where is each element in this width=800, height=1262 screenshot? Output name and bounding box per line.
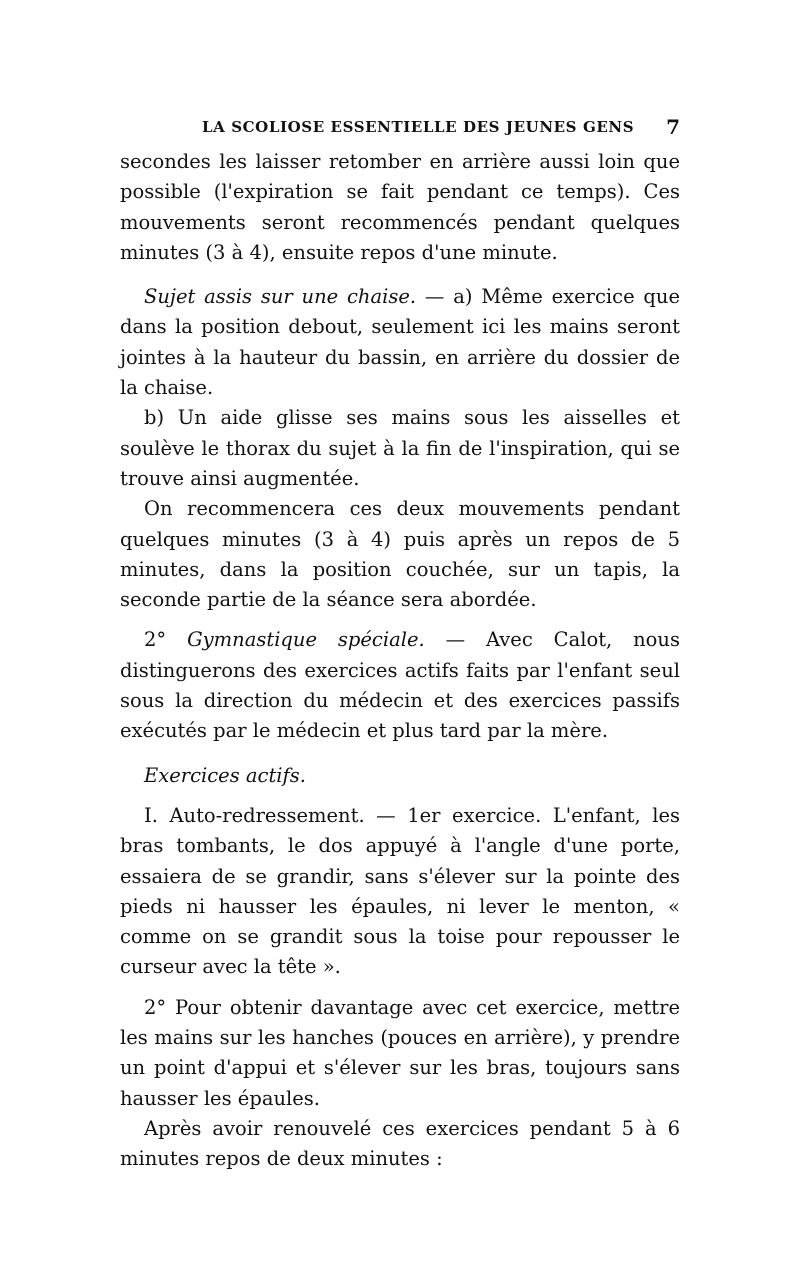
- running-title: LA SCOLIOSE ESSENTIELLE DES JEUNES GENS: [202, 118, 635, 136]
- section-number: 2°: [144, 628, 167, 652]
- paragraph-assistant: b) Un aide glisse ses mains sous les aisselles et soulève le thorax du sujet à la fin de l'inspiration, qui se trouve ainsi augmentée.: [120, 406, 680, 490]
- paragraph-rest: Après avoir renouvelé ces exercices pendant 5 à 6 minutes repos de deux minutes :: [120, 1116, 680, 1171]
- paragraph-self-straightening: I. Auto-redressement. — 1er exercice. L'enfant, les bras tombants, le dos appuyé à l'angle d'une porte, essaiera de se grandir, sans s'élever sur la pointe des pieds ni hausser les épaules, ni lever le menton, « comme on se grandit sous la toise pour repousser le curseur avec la tête ».: [120, 803, 680, 979]
- section-lead-special: Gymnastique spéciale.: [187, 628, 425, 652]
- subheading-active-exercises: Exercices actifs.: [144, 763, 306, 787]
- body-text: [120, 147, 680, 1175]
- page-header: [120, 115, 680, 143]
- paragraph-continuation: secondes les laisser retomber en arrière aussi loin que possible (l'expiration se fait pendant ce temps). Ces mouvements seront recommencés pendant quelques minutes (3 à 4), ensuite repos d'une minute.: [120, 150, 680, 264]
- paragraph-special-gymnastics: [120, 625, 680, 746]
- paragraph-repeat: On recommencera ces deux mouvements pendant quelques minutes (3 à 4) puis après un repos de 5 minutes, dans la position couchée, sur un tapis, la seconde partie de la séance sera abordée.: [120, 497, 680, 612]
- paragraph-seated: [120, 282, 680, 403]
- paragraph-second-exercise: 2° Pour obtenir davantage avec cet exercice, mettre les mains sur les hanches (pouces en arrière), y prendre un point d'appui et s'élever sur les bras, toujours sans hausser les épaules.: [120, 995, 680, 1110]
- section-lead-seated: Sujet assis sur une chaise.: [144, 285, 417, 309]
- page-number: 7: [666, 115, 680, 139]
- paragraph-special-text: — Avec Calot, nous distinguerons des exercices actifs faits par l'enfant seul sous la direction du médecin et des exercices passifs exécutés par le médecin et plus tard par la mère.: [120, 628, 680, 743]
- paragraph-seated-text: — a) Même exercice que dans la position debout, seulement ici les mains seront jointes à la hauteur du bassin, en arrière du dossier de la chaise.: [120, 285, 680, 400]
